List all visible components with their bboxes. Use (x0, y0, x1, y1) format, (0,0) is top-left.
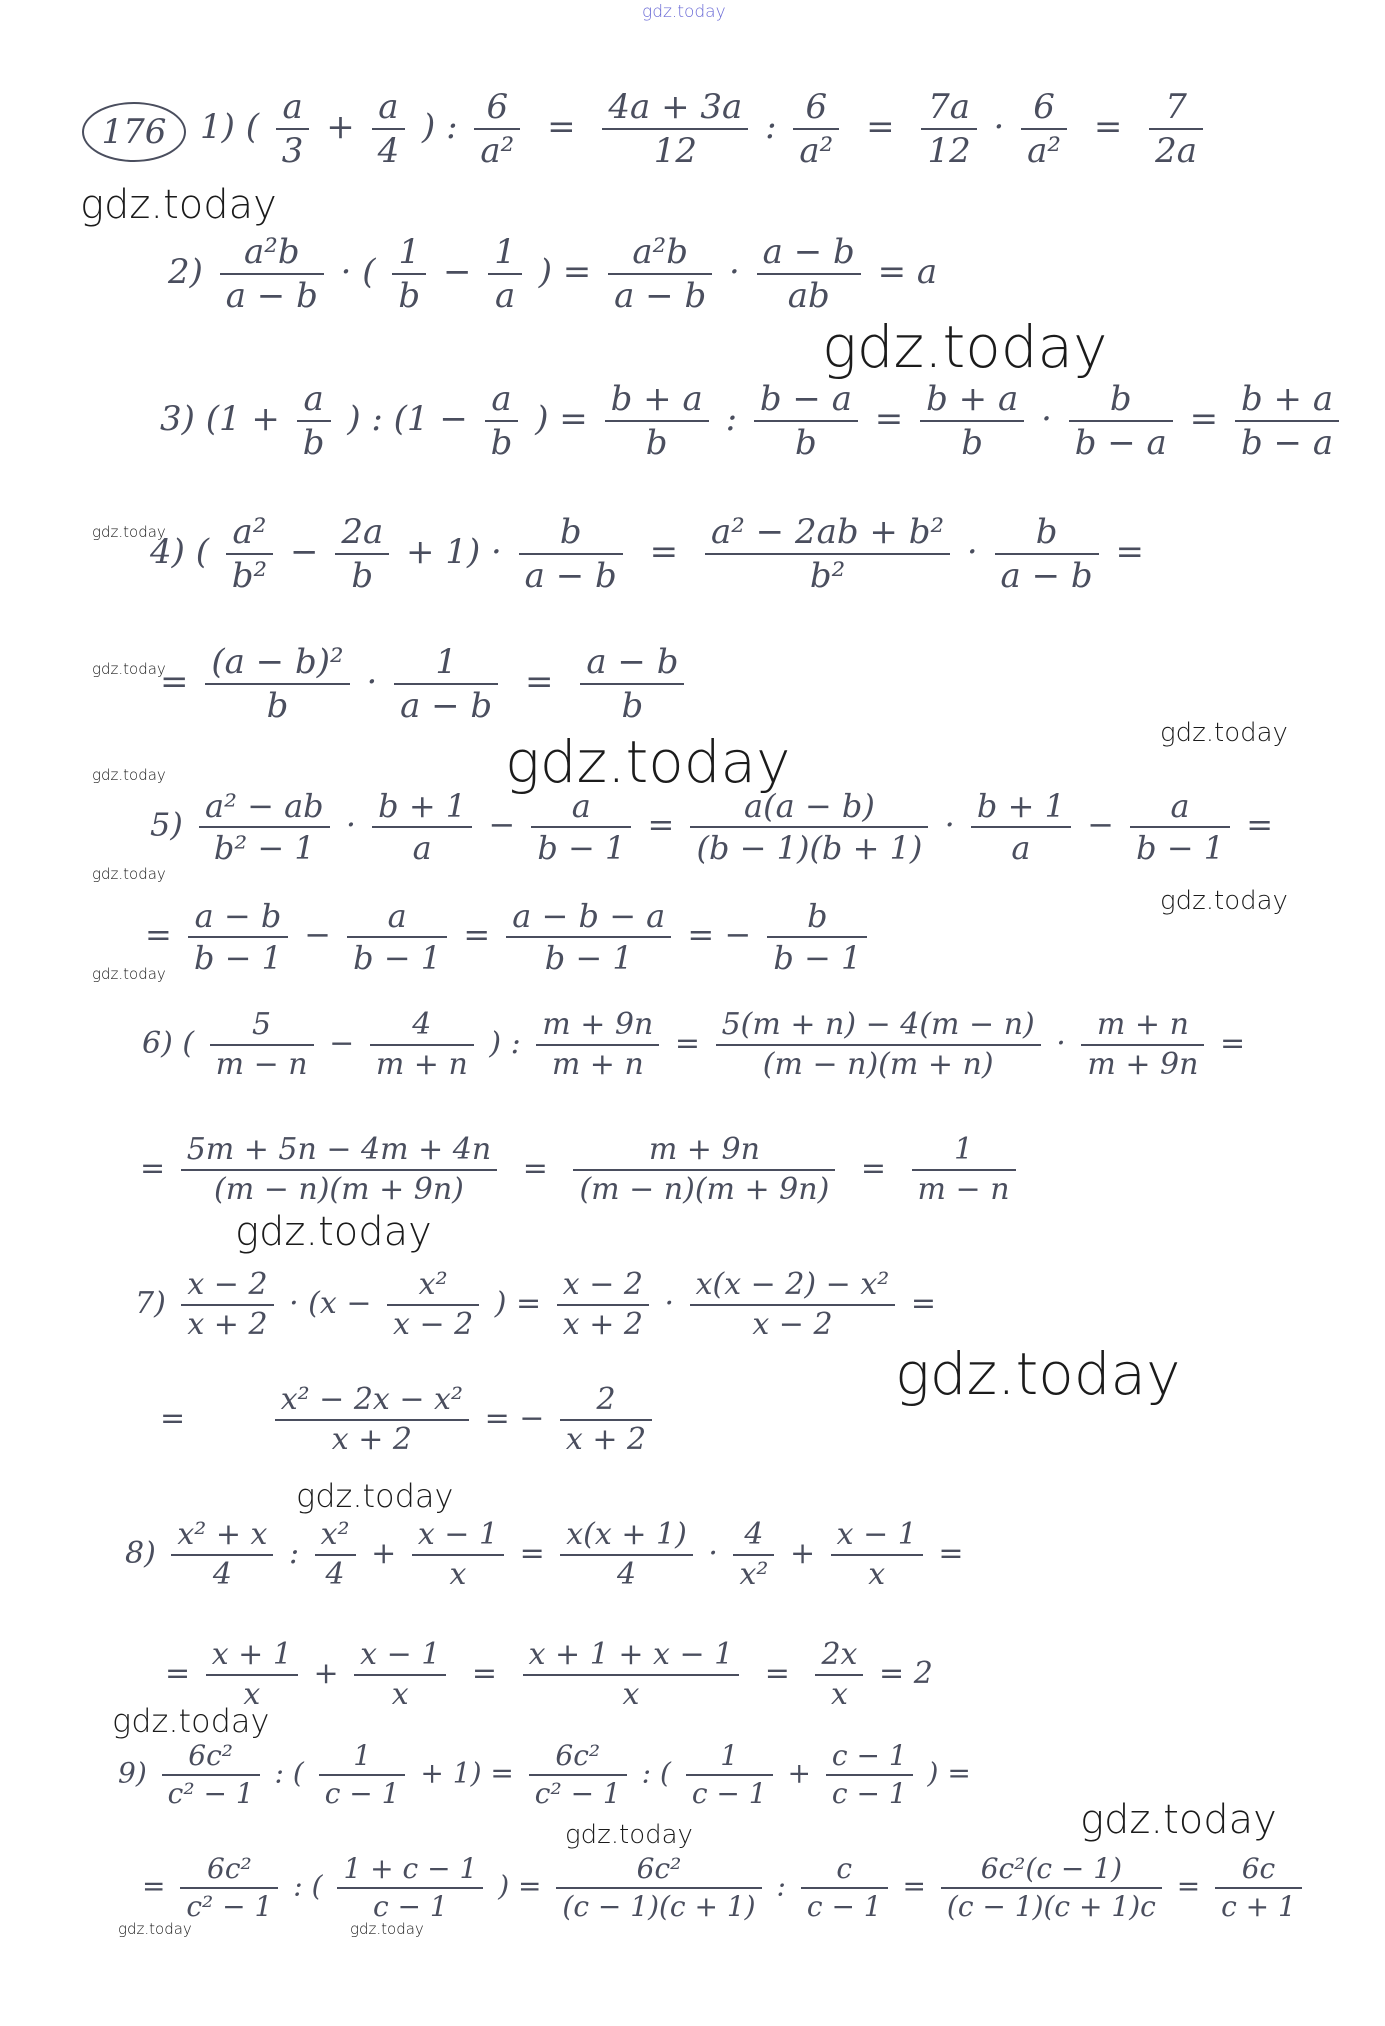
fraction: $\frac{2x}{x}$ (815, 1640, 863, 1710)
fraction: $\frac{a - b}{b - 1}$ (188, 900, 288, 974)
fraction: $\frac{5}{m - n}$ (210, 1010, 314, 1080)
solution-label: 5) (150, 805, 183, 844)
watermark: gdz.today (1080, 1797, 1277, 1843)
header-watermark: gdz.today (642, 2, 726, 22)
solution-label: 8) (125, 1536, 156, 1571)
solution-6-cont: = $\frac{5m + 5n - 4m + 4n}{(m - n)(m + 9n)}$ = $\frac{m + 9n}{(m - n)(m + 9n)}$ = $\frac{1}{m - n}$ (140, 1135, 1022, 1205)
fraction: $\frac{a(a - b)}{(b - 1)(b + 1)}$ (690, 790, 928, 864)
fraction: $\frac{6c}{c + 1}$ (1215, 1855, 1302, 1921)
fraction: $\frac{2}{x + 2}$ (560, 1385, 652, 1455)
fraction: $\frac{m + 9n}{(m - n)(m + 9n)}$ (573, 1135, 835, 1205)
watermark: gdz.today (92, 523, 166, 541)
fraction: $\frac{\text{(a − b)²}}{b}$ (205, 645, 349, 723)
fraction: $\frac{x - 1}{x}$ (412, 1520, 504, 1590)
watermark: gdz.today (1160, 718, 1288, 748)
fraction: $\frac{b + 1}{a}$ (372, 790, 472, 864)
fraction: $\frac{a}{b - 1}$ (531, 790, 631, 864)
solution-label: 1) (200, 107, 235, 147)
watermark: gdz.today (895, 1340, 1181, 1408)
fraction: $\frac{1}{m - n}$ (912, 1135, 1016, 1205)
solution-4-cont: = $\frac{\text{(a − b)²}}{b}$ · $\frac{1}{a - b}$ = $\frac{a - b}{b}$ (160, 645, 690, 723)
fraction: $\frac{1}{c - 1}$ (319, 1742, 406, 1808)
fraction: $\frac{1}{a - b}$ (394, 645, 498, 723)
solution-9: 9) $\frac{\text{6c²}}{\text{c² − 1}}$ : ( $\frac{1}{c - 1}$ + 1) = $\frac{\text{6c²}}{\text{c² − 1}}$ : ( $\frac{1}{c - 1}$ + $\frac{c - 1}{c - 1}$ ) = (118, 1739, 971, 1810)
solution-3: 3) (1 + $\frac{a}{b}$ ) : (1 − $\frac{a}{b}$ ) = $\frac{b + a}{b}$ : $\frac{b - a}{b}$ = $\frac{b + a}{b}$ · $\frac{b}{b - a}$ = $\frac{b + a}{b - a}$ (160, 382, 1345, 460)
fraction: $\frac{1}{c - 1}$ (686, 1742, 773, 1808)
watermark: gdz.today (112, 1702, 270, 1740)
watermark: gdz.today (92, 660, 166, 678)
fraction: $\frac{5(m + n) - 4(m - n)}{(m - n)(m + n)}$ (716, 1010, 1041, 1080)
watermark: gdz.today (296, 1477, 454, 1515)
fraction: $\frac{x + 1}{x}$ (206, 1640, 298, 1710)
fraction: $\frac{\text{6c²}}{\text{c² − 1}}$ (529, 1742, 627, 1808)
fraction: $\frac{\text{a²b}}{a - b}$ (220, 235, 324, 313)
solution-label: 3) (160, 399, 195, 439)
fraction: $\frac{m + 9n}{m + n}$ (536, 1010, 659, 1080)
fraction: $\frac{a - b - a}{b - 1}$ (506, 900, 671, 974)
solution-4: 4) ( $\frac{\text{a²}}{\text{b²}}$ − $\frac{2a}{b}$ + 1) · $\frac{b}{a - b}$ = $\frac{\text{a² − 2ab + b²}}{\text{b²}}$ · $\frac{b}{a - b}$ = (150, 512, 1144, 596)
fraction: $\frac{x - 1}{x}$ (831, 1520, 923, 1590)
fraction: $\frac{b}{b - 1}$ (767, 900, 867, 974)
fraction: $\frac{7a}{12}$ (921, 90, 976, 168)
fraction: $\frac{x - 2}{x + 2}$ (181, 1270, 273, 1340)
solution-7-cont: = $\frac{\text{x² − 2x − x²}}{x + 2}$ = − $\frac{2}{x + 2}$ (160, 1385, 658, 1455)
solution-5: 5) $\frac{\text{a² − ab}}{\text{b² − 1}}$ · $\frac{b + 1}{a}$ − $\frac{a}{b - 1}$ = $\frac{a(a - b)}{(b - 1)(b + 1)}$ · $\frac{b + 1}{a}$ − $\frac{a}{b - 1}$ = (150, 787, 1274, 867)
watermark: gdz.today (92, 865, 166, 883)
fraction: $\frac{a}{b}$ (297, 382, 331, 460)
solution-1: 1) ( $\frac{a}{3}$ + $\frac{a}{4}$ ) : $\frac{6}{\text{a²}}$ = $\frac{4a + 3a}{12}$ : $\frac{6}{\text{a²}}$ = $\frac{7a}{12}$ · $\frac{6}{\text{a²}}$ = $\frac{7}{2a}$ (200, 90, 1209, 168)
fraction: $\frac{6}{\text{a²}}$ (793, 90, 839, 168)
fraction: $\frac{\text{x²}}{4}$ (315, 1520, 356, 1590)
solution-8-cont: = $\frac{x + 1}{x}$ + $\frac{x - 1}{x}$ = $\frac{x + 1 + x - 1}{x}$ = $\frac{2x}{x}$ = 2 (165, 1637, 933, 1712)
fraction: $\frac{\text{x² + x}}{4}$ (171, 1520, 273, 1590)
fraction: $\frac{x - 2}{x + 2}$ (557, 1270, 649, 1340)
watermark: gdz.today (350, 1920, 424, 1938)
watermark: gdz.today (92, 965, 166, 983)
solution-2: 2) $\frac{\text{a²b}}{a - b}$ · ( $\frac{1}{b}$ − $\frac{1}{a}$ ) = $\frac{\text{a²b}}{a - b}$ · $\frac{a - b}{ab}$ = a (168, 232, 938, 316)
fraction: $\frac{a}{b - 1}$ (1130, 790, 1230, 864)
fraction: $\frac{\text{a²}}{\text{b²}}$ (226, 515, 273, 593)
watermark: gdz.today (80, 182, 277, 228)
fraction: $\frac{\text{a²b}}{a - b}$ (608, 235, 712, 313)
fraction: $\frac{\text{x(x − 2) − x²}}{x - 2}$ (690, 1270, 896, 1340)
fraction: $\frac{\text{6c²}}{\text{c² − 1}}$ (180, 1855, 278, 1921)
fraction: $\frac{6}{\text{a²}}$ (474, 90, 520, 168)
fraction: $\frac{1}{a}$ (488, 235, 522, 313)
result: = a (877, 252, 938, 292)
fraction: $\frac{b + a}{b - a}$ (1235, 382, 1339, 460)
fraction: $\frac{a}{b}$ (485, 382, 519, 460)
solution-5-cont: = $\frac{a - b}{b - 1}$ − $\frac{a}{b - 1}$ = $\frac{a - b - a}{b - 1}$ = − $\frac{b}{b - 1}$ (145, 900, 873, 974)
solution-6: 6) ( $\frac{5}{m - n}$ − $\frac{4}{m + n}$ ) : $\frac{m + 9n}{m + n}$ = $\frac{5(m + n) - 4(m - n)}{(m - n)(m + n)}$ · $\frac{m + n}{m + 9n}$ = (142, 1007, 1246, 1082)
solution-label: 4) (150, 532, 185, 572)
fraction: $\frac{a}{3}$ (276, 90, 310, 168)
fraction: $\frac{\text{6c²}}{(c - 1)(c + 1)}$ (556, 1855, 761, 1921)
watermark: gdz.today (1160, 886, 1288, 916)
fraction: $\frac{b}{a - b}$ (995, 515, 1099, 593)
fraction: $\frac{x - 1}{x}$ (354, 1640, 446, 1710)
result: = 2 (879, 1656, 933, 1691)
watermark: gdz.today (565, 1820, 693, 1850)
watermark: gdz.today (235, 1209, 432, 1255)
solution-7: 7) $\frac{x - 2}{x + 2}$ · (x − $\frac{\text{x²}}{x - 2}$ ) = $\frac{x - 2}{x + 2}$ · $\frac{\text{x(x − 2) − x²}}{x - 2}$ = (135, 1267, 936, 1342)
fraction: $\frac{1 + c - 1}{c - 1}$ (337, 1855, 483, 1921)
fraction: $\frac{5m + 5n - 4m + 4n}{(m - n)(m + 9n)}$ (181, 1135, 498, 1205)
fraction: $\frac{a}{b - 1}$ (347, 900, 447, 974)
fraction: $\frac{2a}{b}$ (335, 515, 389, 593)
fraction: $\frac{b - a}{b}$ (754, 382, 858, 460)
fraction: $\frac{\text{6c²(c − 1)}}{(c - 1)(c + 1)c}$ (941, 1855, 1162, 1921)
solution-8: 8) $\frac{\text{x² + x}}{4}$ : $\frac{\text{x²}}{4}$ + $\frac{x - 1}{x}$ = $\frac{x(x + 1)}{4}$ · $\frac{4}{\text{x²}}$ + $\frac{x - 1}{x}$ = (125, 1517, 964, 1592)
fraction: $\frac{6}{\text{a²}}$ (1021, 90, 1067, 168)
watermark: gdz.today (92, 766, 166, 784)
fraction: $\frac{1}{b}$ (392, 235, 426, 313)
fraction: $\frac{c}{c - 1}$ (801, 1855, 888, 1921)
fraction: $\frac{4}{m + n}$ (370, 1010, 474, 1080)
fraction: $\frac{b + a}{b}$ (605, 382, 709, 460)
watermark: gdz.today (505, 728, 791, 796)
fraction: $\frac{4}{\text{x²}}$ (733, 1520, 774, 1590)
fraction: $\frac{m + n}{m + 9n}$ (1081, 1010, 1204, 1080)
fraction: $\frac{\text{a² − ab}}{\text{b² − 1}}$ (199, 790, 330, 864)
fraction: $\frac{x(x + 1)}{4}$ (560, 1520, 693, 1590)
fraction: $\frac{4a + 3a}{12}$ (602, 90, 748, 168)
solution-9-cont: = $\frac{\text{6c²}}{\text{c² − 1}}$ : ( $\frac{1 + c - 1}{c - 1}$ ) = $\frac{\text{6c²}}{(c - 1)(c + 1)}$ : $\frac{c}{c - 1}$ = $\frac{\text{6c²(c − 1)}}{(c - 1)(c + 1)c}$ = $\frac{6c}{c + 1}$ (142, 1855, 1308, 1921)
fraction: $\frac{7}{2a}$ (1149, 90, 1203, 168)
watermark: gdz.today (1160, 1980, 1165, 1981)
solution-label: 6) (142, 1026, 173, 1061)
fraction: $\frac{b}{a - b}$ (519, 515, 623, 593)
fraction: $\frac{\text{6c²}}{\text{c² − 1}}$ (162, 1742, 260, 1808)
fraction: $\frac{b}{b - a}$ (1069, 382, 1173, 460)
fraction: $\frac{\text{x² − 2x − x²}}{x + 2}$ (275, 1385, 469, 1455)
fraction: $\frac{a - b}{b}$ (580, 645, 684, 723)
watermark: gdz.today (118, 1920, 192, 1938)
fraction: $\frac{\text{x²}}{x - 2}$ (387, 1270, 479, 1340)
fraction: $\frac{\text{a² − 2ab + b²}}{\text{b²}}$ (705, 515, 950, 593)
fraction: $\frac{a}{4}$ (372, 90, 406, 168)
problem-number: 176 (82, 102, 186, 162)
fraction: $\frac{a - b}{ab}$ (757, 235, 861, 313)
solution-label: 7) (135, 1286, 166, 1321)
fraction: $\frac{b + a}{b}$ (920, 382, 1024, 460)
fraction: $\frac{x + 1 + x - 1}{x}$ (523, 1640, 740, 1710)
solution-label: 9) (118, 1756, 147, 1790)
watermark: gdz.today (822, 313, 1108, 381)
solution-label: 2) (168, 252, 203, 292)
fraction: $\frac{c - 1}{c - 1}$ (826, 1742, 913, 1808)
fraction: $\frac{b + 1}{a}$ (971, 790, 1071, 864)
